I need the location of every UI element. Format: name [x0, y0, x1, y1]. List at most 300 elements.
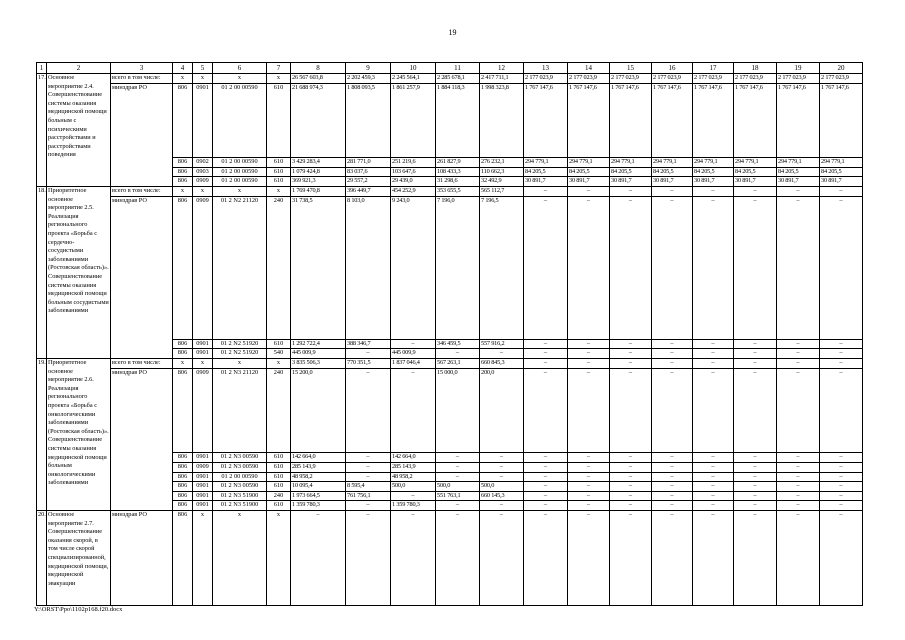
table-row — [37, 83, 863, 158]
value-cell: – — [693, 482, 734, 492]
value-cell: – — [436, 501, 480, 511]
total-cell: – — [610, 187, 652, 197]
value-cell: – — [777, 196, 820, 339]
value-cell: 1 973 664,5 — [291, 491, 346, 501]
total-cell: x — [173, 187, 193, 197]
value-cell: 110 662,3 — [480, 167, 524, 177]
total-cell: 3 835 506,3 — [291, 359, 346, 369]
page-number: 19 — [448, 28, 457, 37]
value-cell: – — [568, 472, 610, 482]
value-cell: 84 205,5 — [652, 167, 693, 177]
table-row — [37, 359, 863, 369]
value-cell: 294 779,1 — [820, 158, 863, 168]
value-cell: – — [734, 501, 777, 511]
value-cell: – — [346, 349, 391, 359]
value-cell: 01 2 N2 21120 — [213, 196, 267, 339]
executor-header: всего в том числе: — [111, 187, 173, 197]
value-cell: – — [436, 463, 480, 473]
value-cell: – — [820, 491, 863, 501]
value-cell: 84 205,5 — [734, 167, 777, 177]
total-cell: 660 845,3 — [480, 359, 524, 369]
column-number: 12 — [480, 63, 524, 74]
value-cell: 84 205,5 — [524, 167, 568, 177]
value-cell: 445 009,9 — [391, 349, 436, 359]
total-cell: x — [173, 74, 193, 84]
value-cell: 285 143,9 — [391, 463, 436, 473]
column-number: 11 — [436, 63, 480, 74]
total-cell: – — [820, 511, 863, 606]
total-cell: 770 351,5 — [346, 359, 391, 369]
value-cell: – — [480, 501, 524, 511]
value-cell: 83 037,6 — [346, 167, 391, 177]
value-cell: – — [777, 339, 820, 349]
value-cell: – — [610, 196, 652, 339]
value-cell: 30 891,7 — [610, 177, 652, 187]
value-cell: 0901 — [193, 491, 213, 501]
value-cell: – — [652, 368, 693, 453]
value-cell: 500,0 — [436, 482, 480, 492]
executor: минздрав РО — [111, 196, 173, 358]
value-cell: 240 — [267, 491, 291, 501]
value-cell: 142 664,0 — [391, 453, 436, 463]
value-cell: – — [524, 339, 568, 349]
value-cell: – — [693, 196, 734, 339]
value-cell: – — [777, 482, 820, 492]
value-cell: 9 243,0 — [391, 196, 436, 339]
value-cell: – — [480, 453, 524, 463]
value-cell: 108 433,3 — [436, 167, 480, 177]
value-cell: 281 771,0 — [346, 158, 391, 168]
value-cell: – — [524, 501, 568, 511]
value-cell: 500,0 — [391, 482, 436, 492]
value-cell: – — [346, 501, 391, 511]
value-cell: 01 2 N3 21120 — [213, 368, 267, 453]
value-cell: 8 103,0 — [346, 196, 391, 339]
value-cell: 610 — [267, 83, 291, 158]
total-cell: – — [568, 187, 610, 197]
executor-header: минздрав РО — [111, 511, 173, 606]
value-cell: – — [568, 196, 610, 339]
value-cell: – — [693, 472, 734, 482]
value-cell: – — [524, 349, 568, 359]
value-cell: 21 688 974,3 — [291, 83, 346, 158]
total-cell: – — [820, 359, 863, 369]
value-cell: 806 — [173, 339, 193, 349]
total-cell: – — [777, 511, 820, 606]
table-row — [37, 368, 863, 453]
table-row — [37, 187, 863, 197]
total-cell: x — [193, 74, 213, 84]
value-cell: 294 779,1 — [610, 158, 652, 168]
value-cell: 7 196,5 — [480, 196, 524, 339]
total-cell: x — [193, 511, 213, 606]
value-cell: 1 861 257,9 — [391, 83, 436, 158]
value-cell: 806 — [173, 463, 193, 473]
value-cell: – — [820, 349, 863, 359]
value-cell: 1 767 147,6 — [652, 83, 693, 158]
value-cell: – — [568, 339, 610, 349]
budget-table — [36, 62, 863, 606]
value-cell: 32 492,9 — [480, 177, 524, 187]
column-number: 18 — [734, 63, 777, 74]
value-cell: 84 205,5 — [820, 167, 863, 177]
value-cell: – — [820, 482, 863, 492]
value-cell: 01 2 00 00590 — [213, 177, 267, 187]
column-number: 1 — [37, 63, 47, 74]
value-cell: 200,0 — [480, 368, 524, 453]
total-cell: – — [391, 511, 436, 606]
value-cell: – — [524, 482, 568, 492]
value-cell: – — [734, 491, 777, 501]
value-cell: – — [734, 472, 777, 482]
value-cell: – — [568, 453, 610, 463]
value-cell: 1 808 093,5 — [346, 83, 391, 158]
total-cell: x — [267, 187, 291, 197]
value-cell: 806 — [173, 83, 193, 158]
value-cell: – — [652, 501, 693, 511]
value-cell: 0901 — [193, 453, 213, 463]
value-cell: 0901 — [193, 83, 213, 158]
value-cell: – — [693, 368, 734, 453]
total-cell: 1 837 046,4 — [391, 359, 436, 369]
total-cell: – — [524, 511, 568, 606]
value-cell: 1 767 147,6 — [734, 83, 777, 158]
measure-name: Приоритетное основное мероприятие 2.5. Реализация регионального проекта «Борьба с сердечно-сосудистыми заболеваниями (Ростовская область)». Совершенствование системы оказания медицинской помощи больным сосудистыми заболеваниями — [47, 187, 111, 359]
value-cell: – — [480, 472, 524, 482]
total-cell: – — [693, 511, 734, 606]
measure-name: Основное мероприятие 2.4. Совершенствование системы оказания медицинской помощи больным с психическими расстройствами и расстройствами поведения — [47, 74, 111, 187]
value-cell: – — [734, 368, 777, 453]
value-cell: 01 2 N3 00590 — [213, 482, 267, 492]
value-cell: – — [693, 501, 734, 511]
value-cell: – — [436, 453, 480, 463]
total-cell: 2 177 023,9 — [610, 74, 652, 84]
row-number: 20. — [37, 511, 47, 606]
value-cell: 1 767 147,6 — [610, 83, 652, 158]
row-number: 17. — [37, 74, 47, 187]
value-cell: 806 — [173, 501, 193, 511]
value-cell: – — [610, 339, 652, 349]
value-cell: 806 — [173, 177, 193, 187]
column-number: 16 — [652, 63, 693, 74]
total-cell: x — [213, 74, 267, 84]
value-cell: 500,0 — [480, 482, 524, 492]
column-number: 5 — [193, 63, 213, 74]
value-cell: 84 205,5 — [693, 167, 734, 177]
value-cell: – — [480, 463, 524, 473]
value-cell: 806 — [173, 349, 193, 359]
value-cell: – — [610, 491, 652, 501]
value-cell: – — [777, 463, 820, 473]
table-row — [37, 74, 863, 84]
value-cell: 1 359 780,3 — [391, 501, 436, 511]
value-cell: 29 557,2 — [346, 177, 391, 187]
value-cell: – — [436, 472, 480, 482]
value-cell: 551 763,1 — [436, 491, 480, 501]
total-cell: 2 177 023,9 — [820, 74, 863, 84]
value-cell: – — [610, 482, 652, 492]
value-cell: – — [524, 196, 568, 339]
value-cell: 10 095,4 — [291, 482, 346, 492]
total-cell: – — [436, 511, 480, 606]
total-cell: x — [267, 74, 291, 84]
value-cell: – — [610, 453, 652, 463]
total-cell: 454 252,9 — [391, 187, 436, 197]
total-cell: 2 285 678,1 — [436, 74, 480, 84]
column-number: 20 — [820, 63, 863, 74]
value-cell: – — [524, 368, 568, 453]
total-cell: 2 245 564,1 — [391, 74, 436, 84]
value-cell: – — [568, 368, 610, 453]
value-cell: – — [610, 472, 652, 482]
value-cell: 251 219,6 — [391, 158, 436, 168]
value-cell: 142 664,0 — [291, 453, 346, 463]
value-cell: 0901 — [193, 472, 213, 482]
value-cell: – — [734, 339, 777, 349]
value-cell: – — [436, 349, 480, 359]
value-cell: 30 891,7 — [568, 177, 610, 187]
value-cell: 0901 — [193, 349, 213, 359]
value-cell: – — [734, 463, 777, 473]
value-cell: 01 2 00 00590 — [213, 167, 267, 177]
value-cell: 01 2 N2 51920 — [213, 339, 267, 349]
total-cell: 26 567 603,8 — [291, 74, 346, 84]
value-cell: – — [568, 463, 610, 473]
value-cell: – — [693, 453, 734, 463]
value-cell: – — [652, 463, 693, 473]
value-cell: 0903 — [193, 167, 213, 177]
value-cell: 01 2 00 00590 — [213, 83, 267, 158]
value-cell: – — [568, 349, 610, 359]
value-cell: – — [734, 482, 777, 492]
column-number: 4 — [173, 63, 193, 74]
total-cell: – — [734, 187, 777, 197]
value-cell: 806 — [173, 482, 193, 492]
value-cell: 30 891,7 — [524, 177, 568, 187]
total-cell: – — [693, 359, 734, 369]
value-cell: 0902 — [193, 158, 213, 168]
value-cell: 806 — [173, 368, 193, 453]
total-cell: 2 177 023,9 — [734, 74, 777, 84]
executor: минздрав РО — [111, 368, 173, 510]
value-cell: – — [734, 349, 777, 359]
column-number: 6 — [213, 63, 267, 74]
value-cell: – — [346, 453, 391, 463]
value-cell: – — [693, 463, 734, 473]
total-cell: x — [267, 511, 291, 606]
executor-header: всего в том числе: — [111, 74, 173, 84]
value-cell: – — [777, 501, 820, 511]
total-cell: 567 263,1 — [436, 359, 480, 369]
value-cell: – — [391, 368, 436, 453]
value-cell: 0909 — [193, 368, 213, 453]
value-cell: 806 — [173, 491, 193, 501]
value-cell: – — [652, 196, 693, 339]
value-cell: 01 2 N3 51900 — [213, 491, 267, 501]
value-cell: 610 — [267, 472, 291, 482]
value-cell: 610 — [267, 339, 291, 349]
value-cell: 610 — [267, 158, 291, 168]
column-number: 7 — [267, 63, 291, 74]
total-cell: x — [193, 187, 213, 197]
value-cell: – — [346, 472, 391, 482]
value-cell: – — [820, 339, 863, 349]
total-cell: x — [213, 187, 267, 197]
total-cell: – — [652, 187, 693, 197]
value-cell: 48 958,2 — [291, 472, 346, 482]
total-cell: 565 112,7 — [480, 187, 524, 197]
total-cell: – — [346, 511, 391, 606]
total-cell: 2 177 023,9 — [568, 74, 610, 84]
value-cell: 103 647,6 — [391, 167, 436, 177]
column-number: 9 — [346, 63, 391, 74]
row-number: 19. — [37, 359, 47, 511]
value-cell: – — [820, 368, 863, 453]
column-number: 8 — [291, 63, 346, 74]
total-cell: x — [267, 359, 291, 369]
total-cell: 2 177 023,9 — [777, 74, 820, 84]
total-cell: – — [480, 511, 524, 606]
value-cell: – — [820, 453, 863, 463]
value-cell: 294 779,1 — [524, 158, 568, 168]
value-cell: 1 292 722,4 — [291, 339, 346, 349]
total-cell: – — [610, 511, 652, 606]
value-cell: 0901 — [193, 482, 213, 492]
value-cell: – — [652, 491, 693, 501]
value-cell: 276 232,1 — [480, 158, 524, 168]
column-number: 19 — [777, 63, 820, 74]
value-cell: 7 196,0 — [436, 196, 480, 339]
value-cell: 0909 — [193, 196, 213, 339]
total-cell: x — [213, 511, 267, 606]
value-cell: 806 — [173, 472, 193, 482]
column-number: 3 — [111, 63, 173, 74]
total-cell: – — [291, 511, 346, 606]
value-cell: 31 298,6 — [436, 177, 480, 187]
value-cell: 540 — [267, 349, 291, 359]
value-cell: – — [693, 339, 734, 349]
total-cell: – — [777, 359, 820, 369]
value-cell: – — [391, 339, 436, 349]
value-cell: – — [777, 349, 820, 359]
total-cell: – — [734, 359, 777, 369]
value-cell: – — [820, 501, 863, 511]
value-cell: 30 891,7 — [734, 177, 777, 187]
value-cell: – — [820, 196, 863, 339]
total-cell: – — [568, 511, 610, 606]
total-cell: 2 177 023,9 — [693, 74, 734, 84]
total-cell: 353 655,5 — [436, 187, 480, 197]
value-cell: – — [568, 491, 610, 501]
value-cell: 1 767 147,6 — [568, 83, 610, 158]
value-cell: 369 921,3 — [291, 177, 346, 187]
measure-name: Основное мероприятие 2.7. Совершенствование оказания скорой, в том числе скорой специализированной, медицинской помощи, медицинской эвакуации — [47, 511, 111, 606]
total-cell: 1 769 470,8 — [291, 187, 346, 197]
column-number: 15 — [610, 63, 652, 74]
total-cell: 2 177 023,9 — [524, 74, 568, 84]
value-cell: 15 000,0 — [436, 368, 480, 453]
value-cell: 84 205,5 — [610, 167, 652, 177]
value-cell: 806 — [173, 196, 193, 339]
value-cell: – — [610, 501, 652, 511]
value-cell: 3 429 283,4 — [291, 158, 346, 168]
value-cell: 346 459,5 — [436, 339, 480, 349]
value-cell: 30 891,7 — [820, 177, 863, 187]
column-number: 17 — [693, 63, 734, 74]
total-cell: – — [777, 187, 820, 197]
total-cell: – — [524, 187, 568, 197]
value-cell: – — [777, 472, 820, 482]
total-cell: 396 449,7 — [346, 187, 391, 197]
value-cell: – — [777, 453, 820, 463]
value-cell: 806 — [173, 453, 193, 463]
value-cell: – — [610, 349, 652, 359]
value-cell: 285 143,9 — [291, 463, 346, 473]
value-cell: 761 756,1 — [346, 491, 391, 501]
value-cell: – — [777, 491, 820, 501]
value-cell: 1 079 424,8 — [291, 167, 346, 177]
value-cell: – — [568, 482, 610, 492]
value-cell: 1 884 118,3 — [436, 83, 480, 158]
value-cell: – — [734, 453, 777, 463]
value-cell: 84 205,5 — [777, 167, 820, 177]
value-cell: – — [480, 349, 524, 359]
value-cell: 0901 — [193, 501, 213, 511]
value-cell: 660 145,3 — [480, 491, 524, 501]
value-cell: 31 738,5 — [291, 196, 346, 339]
value-cell: 610 — [267, 167, 291, 177]
value-cell: 29 439,0 — [391, 177, 436, 187]
total-cell: 2 202 459,3 — [346, 74, 391, 84]
value-cell: 8 595,4 — [346, 482, 391, 492]
value-cell: 1 767 147,6 — [524, 83, 568, 158]
value-cell: 261 827,9 — [436, 158, 480, 168]
value-cell: 294 779,1 — [693, 158, 734, 168]
value-cell: – — [652, 482, 693, 492]
value-cell: 01 2 00 00590 — [213, 158, 267, 168]
total-cell: – — [652, 359, 693, 369]
total-cell: – — [568, 359, 610, 369]
value-cell: 48 958,2 — [391, 472, 436, 482]
value-cell: 01 2 N3 00590 — [213, 463, 267, 473]
value-cell: 1 998 323,8 — [480, 83, 524, 158]
total-cell: – — [693, 187, 734, 197]
total-cell: – — [734, 511, 777, 606]
value-cell: 1 359 780,3 — [291, 501, 346, 511]
value-cell: – — [820, 463, 863, 473]
total-cell: x — [173, 359, 193, 369]
value-cell: – — [693, 491, 734, 501]
value-cell: 806 — [173, 167, 193, 177]
value-cell: – — [568, 501, 610, 511]
value-cell: 0909 — [193, 177, 213, 187]
value-cell: 610 — [267, 177, 291, 187]
value-cell: 84 205,5 — [568, 167, 610, 177]
value-cell: – — [652, 472, 693, 482]
total-cell: 2 417 711,1 — [480, 74, 524, 84]
value-cell: 294 779,1 — [568, 158, 610, 168]
value-cell: – — [346, 368, 391, 453]
value-cell: 1 767 147,6 — [820, 83, 863, 158]
value-cell: 01 2 00 00590 — [213, 472, 267, 482]
value-cell: 610 — [267, 463, 291, 473]
total-cell: x — [193, 359, 213, 369]
executor-header: всего в том числе: — [111, 359, 173, 369]
column-number-row — [37, 63, 863, 74]
value-cell: 01 2 N3 00590 — [213, 453, 267, 463]
executor: минздрав РО — [111, 83, 173, 186]
value-cell: 610 — [267, 482, 291, 492]
